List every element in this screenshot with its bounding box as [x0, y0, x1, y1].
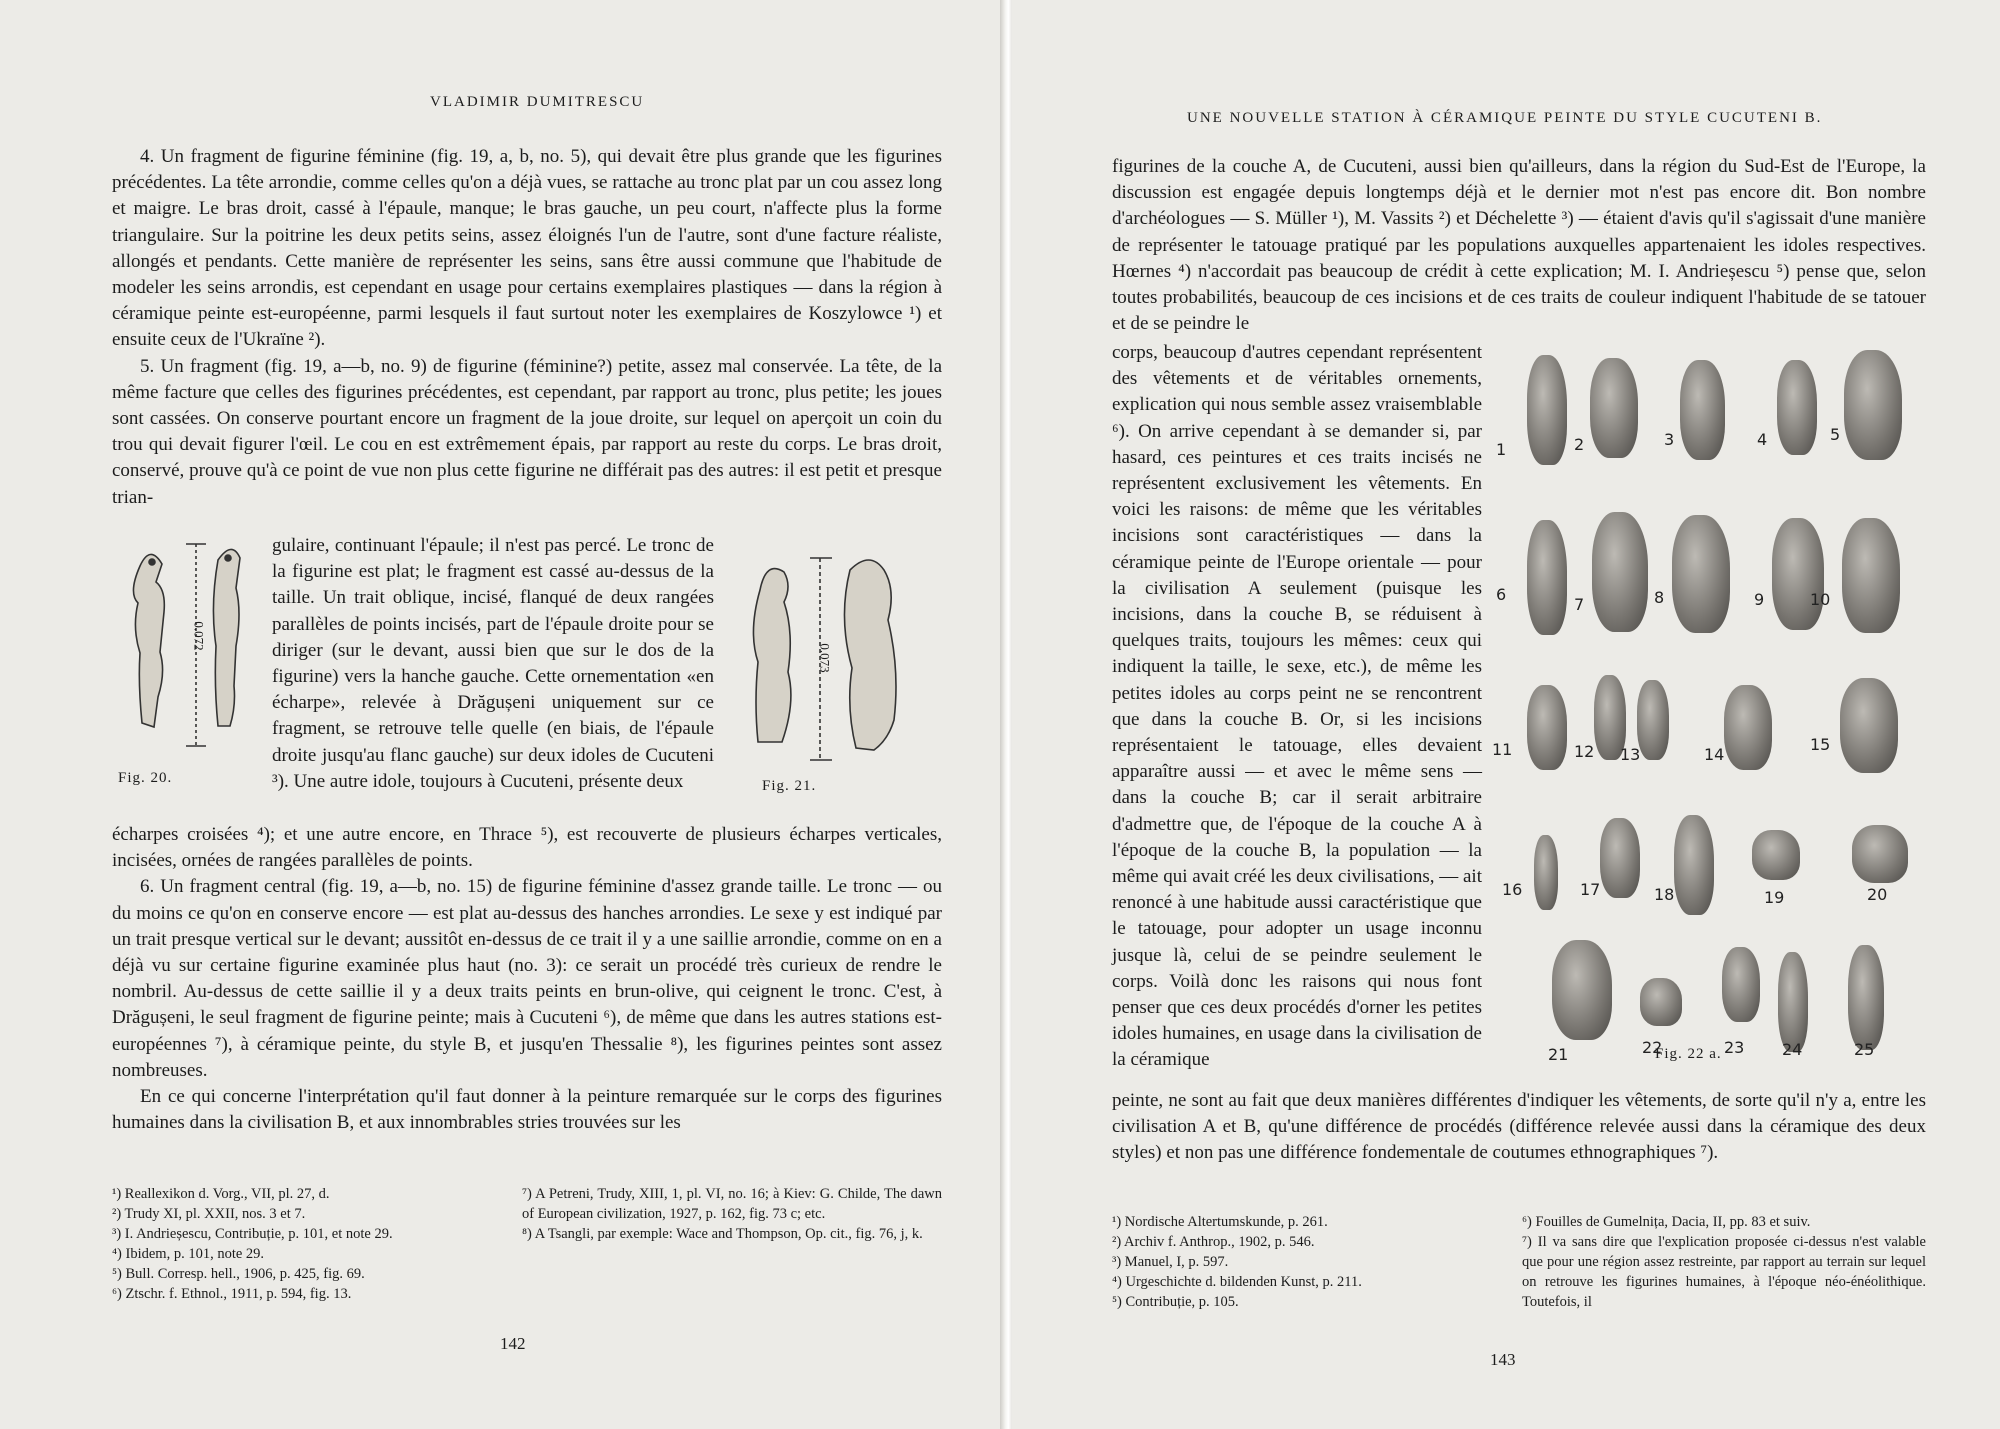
- left-body-top: [112, 144, 942, 511]
- figurine-photo: [1637, 680, 1669, 760]
- running-head-right: UNE NOUVELLE STATION À CÉRAMIQUE PEINTE DU STYLE CUCUTENI B.: [1187, 110, 1823, 126]
- plate-number: 2: [1574, 435, 1585, 454]
- right-body-bottom: [1112, 1088, 1926, 1167]
- paragraph-4: 4. Un fragment de figurine féminine (fig. 19, a, b, no. 5), qui devait être plus grande que les figurines précédentes. La tête arrondie, comme celles qu'on a déjà vues, se rattache au tronc plat par un cou assez long et maigre. Le bras droit, cassé à l'épaule, manque; le bras gauche, un peu court, n'affecte plus la forme triangulaire. Sur la poitrine les deux petits seins, assez éloignés l'un de l'autre, sont d'une facture réaliste, allongés et pendants. Cette manière de représenter les seins, sans être aussi commune que l'habitude de modeler les seins arrondis, est cependant en usage pour certains exemplaires plastiques — dans la région à céramique peinte est-européenne, parmi lesquels il faut surtout noter les exemplaires de Koszylowce ¹) et ensuite ceux de l'Ukraïne ²).: [112, 146, 942, 351]
- figurine-photo: [1724, 685, 1772, 770]
- figurine-photo: [1772, 518, 1824, 630]
- plate-number: 10: [1810, 590, 1831, 609]
- plate-number: 15: [1810, 735, 1831, 754]
- plate-number: 19: [1764, 888, 1785, 907]
- figure-22a-plate: [1482, 340, 1932, 1080]
- plate-number: 5: [1830, 425, 1841, 444]
- plate-number: 1: [1496, 440, 1507, 459]
- fig22a-caption: Fig. 22 a.: [1655, 1046, 1722, 1062]
- fig21-caption: Fig. 21.: [762, 778, 817, 794]
- footnote: ⁷) A Petreni, Trudy, XIII, 1, pl. VI, no. 16; à Kiev: G. Childe, The dawn of European civilization, 1927, p. 162, fig. 73 c; etc.: [522, 1186, 942, 1222]
- footnote: ⁴) Urgeschichte d. bildenden Kunst, p. 211.: [1112, 1274, 1362, 1290]
- fig20-dimension: 0.072: [191, 621, 207, 651]
- right-float-text: corps, beaucoup d'autres cependant représentent des vêtements et de véritables ornements, explication qui nous semble assez vraisemblable ⁶). On arrive cependant à se demander si, par hasard, ces peintures et ces traits incisés ne représentent exclusivement les vêtements. En voici les raisons: de même que les véritables incisions sont caractéristiques — dans la céramique peinte de l'Europe orientale — pour la civilisation A seulement (puisque les incisions, dans la couche B, se réduisent à quelques traits, toujours les mêmes: ceux qui indiquent la taille, le sexe, etc.), de même les petites idoles au corps peint ne se rencontrent que dans la couche B. Or, si les incisions représentaient le tatouage, elles devaient apparaître aussi — et avec le même sens — dans la couche B; car il serait arbitraire d'admettre que, de l'époque de la couche A à l'époque de la couche B, la population — la même qui avait créé les deux civilisations, — ait renoncé à une habitude aussi caractéristique que le tatouage, pour adopter un usage inconnu jusque là, celui de se peindre seulement le corps. Voilà donc les raisons qui nous font penser que ces deux procédés d'orner les petites idoles humaines, en usage dans la civilisation de la céramique: [1112, 342, 1482, 1071]
- page-number-right: 143: [1490, 1350, 1516, 1369]
- paragraph-5-continued: écharpes croisées ⁴); et une autre encore, en Thrace ⁵), est recouverte de plusieurs écharpes verticales, incisées, ornées de rangées parallèles de points.: [112, 824, 942, 872]
- figurine-photo: [1534, 835, 1558, 910]
- figurine-photo: [1848, 945, 1884, 1050]
- footnote: ⁶) Ztschr. f. Ethnol., 1911, p. 594, fig. 13.: [112, 1286, 352, 1302]
- figurine-photo: [1672, 515, 1730, 633]
- footnote: ³) Manuel, I, p. 597.: [1112, 1254, 1229, 1270]
- plate-number: 23: [1724, 1038, 1745, 1057]
- figurine-photo: [1552, 940, 1612, 1040]
- figurine-photo: [1592, 512, 1648, 632]
- footnote: ⁵) Contribuție, p. 105.: [1112, 1294, 1239, 1310]
- figurine-photo: [1527, 520, 1567, 635]
- figurine-photo: [1842, 518, 1900, 633]
- plate-number: 13: [1620, 745, 1641, 764]
- footnote: ²) Archiv f. Anthrop., 1902, p. 546.: [1112, 1234, 1315, 1250]
- figurine-photo: [1590, 358, 1638, 458]
- figurine-photo: [1778, 952, 1808, 1052]
- figurine-photo: [1777, 360, 1817, 455]
- paragraph-continued: figurines de la couche A, de Cucuteni, aussi bien qu'ailleurs, dans la région du Sud-Est de l'Europe, la discussion est engagée depuis longtemps déjà et le dernier mot n'est pas encore dit. Bon nombre d'archéologues — S. Müller ¹), M. Vassits ²) et Déchelette ³) — étaient d'avis qu'il s'agissait d'une manière de représenter le tatouage pratiqué par les populations auxquelles appartenaient les idoles respectives. Hœrnes ⁴) n'accordait pas beaucoup de crédit à cette explication; M. I. Andrieșescu ⁵) pense que, selon toutes probabilités, beaucoup de ces incisions et de ces traits de couleur indiquent l'habitude de se tatouer et de se peindre le: [1112, 156, 1926, 335]
- plate-number: 11: [1492, 740, 1513, 759]
- plate-number: 18: [1654, 885, 1675, 904]
- footnote: ⁸) A Tsangli, par exemple: Wace and Thompson, Op. cit., fig. 76, j, k.: [522, 1226, 923, 1242]
- left-footnotes-col1: [112, 1184, 512, 1304]
- paragraph-interpretation: En ce qui concerne l'interprétation qu'il faut donner à la peinture remarquée sur le corps des figurines humaines dans la civilisation B, et aux innombrables stries trouvées sur les: [112, 1086, 942, 1134]
- footnote: ²) Trudy XI, pl. XXII, nos. 3 et 7.: [112, 1206, 306, 1222]
- paragraph-6: 6. Un fragment central (fig. 19, a—b, no. 15) de figurine féminine d'assez grande taille. Le tronc — ou du moins ce qu'on en conserve encore — est plat au-dessus des hanches arrondies. Le sexe y est indiqué par un trait presque vertical sur le devant; aussitôt en-dessus de ce trait il y a une saillie arrondie, comme on en a déjà vu sur certaine figurine examinée plus haut (no. 3): ce serait un procédé très curieux de rendre le nombril. Au-dessus de cette saillie il y a deux traits peints en brun-olive, qui ceignent le tronc. C'est, à Drăgușeni, le seul fragment de figurine peinte; mais à Cucuteni ⁶), de même que dans les autres stations est-européennes ⁷), à céramique peinte, du style B, et jusqu'en Thessalie ⁸), les figurines peintes sont assez nombreuses.: [112, 876, 942, 1081]
- right-footnotes-col1: [1112, 1212, 1512, 1312]
- plate-number: 4: [1757, 430, 1768, 449]
- paragraph-conclusion: peinte, ne sont au fait que deux manières différentes d'indiquer les vêtements, de sorte qu'il n'y a, entre les civilisation A et B, qu'une différence de procédés (différence relevée aussi dans la céramique des deux styles) et non pas une différence fondementale de coutumes ethnographiques ⁷).: [1112, 1090, 1926, 1164]
- figurine-photo: [1840, 678, 1898, 773]
- plate-number: 12: [1574, 742, 1595, 761]
- paragraph-5: 5. Un fragment (fig. 19, a—b, no. 9) de figurine (féminine?) petite, assez mal conservée. La tête, de la même facture que celles des figurines précédentes, est cependant, par rapport au tronc, plus petite; les joues sont cassées. On conserve pourtant encore un fragment de la joue droite, sur lequel on aperçoit un coin du trou qui devait figurer l'œil. Le cou en est extrêmement épais, par rapport au reste du corps. Le bras droit, conservé, prouve qu'à ce point de vue non plus cette figurine ne différait pas des autres: il est petit et presque trian-: [112, 355, 942, 508]
- footnote: ¹) Nordische Altertumskunde, p. 261.: [1112, 1214, 1328, 1230]
- right-footnotes-col2: [1522, 1212, 1926, 1312]
- figurine-photo: [1852, 825, 1908, 883]
- plate-number: 9: [1754, 590, 1765, 609]
- figure-21-drawing: [740, 550, 930, 770]
- plate-number: 24: [1782, 1040, 1803, 1059]
- figurine-photo: [1640, 978, 1682, 1026]
- left-footnotes-col2: [522, 1184, 942, 1244]
- plate-number: 3: [1664, 430, 1675, 449]
- plate-number: 8: [1654, 588, 1665, 607]
- footnote: ⁷) Il va sans dire que l'explication proposée ci-dessus n'est valable que pour une région assez restreinte, par rapport au terrain sur lequel on retrouve les figurines humaines, à l'époque néo-énéolithique. Toutefois, il: [1522, 1234, 1926, 1310]
- page-number-left: 142: [500, 1334, 526, 1353]
- footnote: ¹) Reallexikon d. Vorg., VII, pl. 27, d.: [112, 1186, 330, 1202]
- left-float-text: gulaire, continuant l'épaule; il n'est pas percé. Le tronc de la figurine est plat; le fragment est cassé au-dessus de la taille. Un trait oblique, incisé, flanqué de deux rangées parallèles de points incisés, part de l'épaule droite pour se diriger (sur le devant, aussi bien que sur le dos de la figurine) vers la hanche gauche. Cette ornementation «en écharpe», relevée à Drăgușeni uniquement sur ce fragment, se retrouve telle quelle (en biais, de l'épaule droite jusqu'au flanc gauche) sur deux idoles de Cucuteni ³). Une autre idole, toujours à Cucuteni, présente deux: [272, 535, 714, 792]
- fig21-dimension: 0.073: [817, 643, 833, 673]
- figurine-photo: [1600, 818, 1640, 898]
- footnote: ³) I. Andrieșescu, Contribuție, p. 101, et note 29.: [112, 1226, 393, 1242]
- right-page: [1012, 0, 2000, 1429]
- figurine-photo: [1844, 350, 1902, 460]
- figurine-photo: [1752, 830, 1800, 880]
- plate-number: 21: [1548, 1045, 1569, 1064]
- left-body-bottom: [112, 822, 942, 1136]
- figurine-photo: [1527, 355, 1567, 465]
- plate-number: 17: [1580, 880, 1601, 899]
- footnote: ⁴) Ibidem, p. 101, note 29.: [112, 1246, 265, 1262]
- plate-number: 20: [1867, 885, 1888, 904]
- fig20-caption: Fig. 20.: [118, 770, 173, 786]
- figurine-photo: [1674, 815, 1714, 915]
- running-head-left: VLADIMIR DUMITRESCU: [430, 94, 645, 110]
- footnote: ⁶) Fouilles de Gumelnița, Dacia, II, pp. 83 et suiv.: [1522, 1214, 1811, 1230]
- plate-number: 14: [1704, 745, 1725, 764]
- right-body-top: [1112, 154, 1926, 337]
- figurine-photo: [1527, 685, 1567, 770]
- plate-number: 22: [1642, 1038, 1663, 1057]
- figurine-photo: [1680, 360, 1725, 460]
- plate-number: 6: [1496, 585, 1507, 604]
- plate-number: 25: [1854, 1040, 1875, 1059]
- figure-20-drawing: [120, 536, 270, 756]
- plate-number: 16: [1502, 880, 1523, 899]
- figurine-photo: [1722, 947, 1760, 1022]
- footnote: ⁵) Bull. Corresp. hell., 1906, p. 425, fig. 69.: [112, 1266, 365, 1282]
- plate-number: 7: [1574, 595, 1585, 614]
